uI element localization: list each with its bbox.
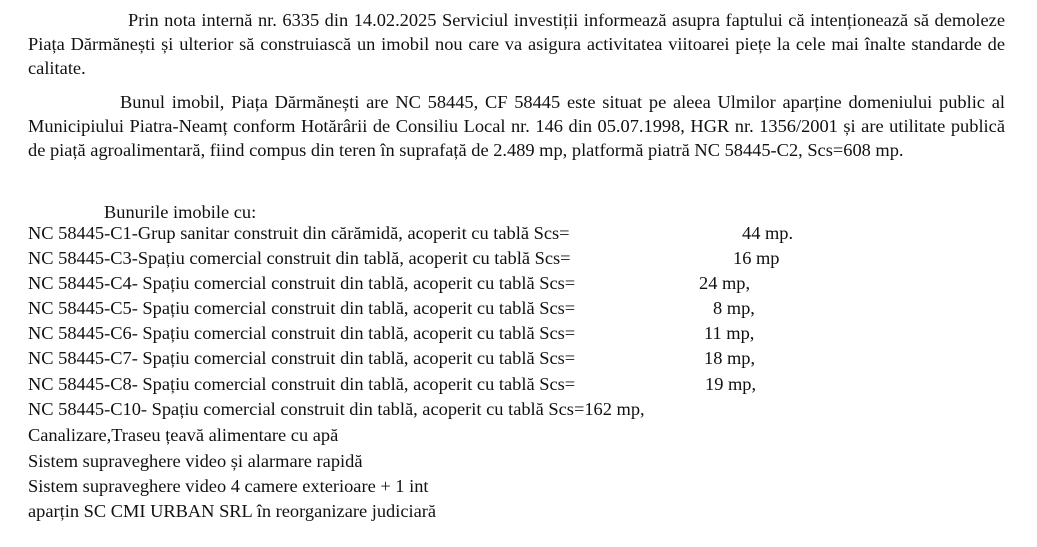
line-canalizare: Canalizare,Traseu țeavă alimentare cu apă <box>28 425 339 445</box>
list-item-label: NC 58445-C6- Spațiu comercial construit din tablă, acoperit cu tablă Scs= <box>28 323 576 343</box>
list-item <box>28 397 645 421</box>
list-item-label: NC 58445-C7- Spațiu comercial construit din tablă, acoperit cu tablă Scs= <box>28 348 576 368</box>
list-item-value: 24 mp, <box>699 273 751 293</box>
list-item-label: NC 58445-C10- Spațiu comercial construit din tablă, acoperit cu tablă Scs=162 mp, <box>28 399 645 419</box>
line-sistem-alarmare: Sistem supraveghere video și alarmare rapidă <box>28 451 363 471</box>
paragraph-nota-interna: Prin nota internă nr. 6335 din 14.02.2025 Serviciul investiții informează asupra faptului că intenționează să demoleze Piața Dărmănești și ulterior să construiască un imobil nou care va asigura activitatea viitoarei piețe la cele mai înalte standarde de calitate. <box>28 10 1005 78</box>
paragraph-bunurile-imobile-intro: Bunurile imobile cu: <box>104 202 257 222</box>
list-item-label: NC 58445-C4- Spațiu comercial construit din tablă, acoperit cu tablă Scs= <box>28 273 576 293</box>
list-item-label: NC 58445-C3-Spațiu comercial construit din tablă, acoperit cu tablă Scs= <box>28 248 571 268</box>
list-item <box>28 246 780 270</box>
list-item-label: NC 58445-C8- Spațiu comercial construit din tablă, acoperit cu tablă Scs= <box>28 374 576 394</box>
list-item-value: 18 mp, <box>704 348 756 368</box>
line-sistem-camere: Sistem supraveghere video 4 camere exterioare + 1 int <box>28 476 429 496</box>
list-item-label: NC 58445-C1-Grup sanitar construit din cărămidă, acoperit cu tablă Scs= <box>28 223 570 243</box>
paragraph-bunul-imobil: Bunul imobil, Piața Dărmănești are NC 58445, CF 58445 este situat pe aleea Ulmilor aparține domeniului public al Municipiului Piatra-Neamț conform Hotărârii de Consiliu Local nr. 146 din 05.07.1998, HGR nr. 1356/2001 și are utilitate publică de piață agroalimentară, fiind compus din teren în suprafață de 2.489 mp, platformă piatră NC 58445-C2, Scs=608 mp. <box>28 92 1005 160</box>
list-item-value: 44 mp. <box>742 223 794 243</box>
line-apartin: aparțin SC CMI URBAN SRL în reorganizare judiciară <box>28 501 437 521</box>
list-item <box>28 296 755 320</box>
list-item <box>28 271 751 295</box>
list-item-label: NC 58445-C5- Spațiu comercial construit din tablă, acoperit cu tablă Scs= <box>28 298 576 318</box>
list-item-value: 11 mp, <box>704 323 755 343</box>
list-item-value: 19 mp, <box>705 374 757 394</box>
list-item <box>28 372 757 396</box>
list-item <box>28 321 755 345</box>
list-item-value: 8 mp, <box>713 298 755 318</box>
list-item <box>28 346 756 370</box>
list-item <box>28 221 794 245</box>
list-item-value: 16 mp <box>733 248 780 268</box>
